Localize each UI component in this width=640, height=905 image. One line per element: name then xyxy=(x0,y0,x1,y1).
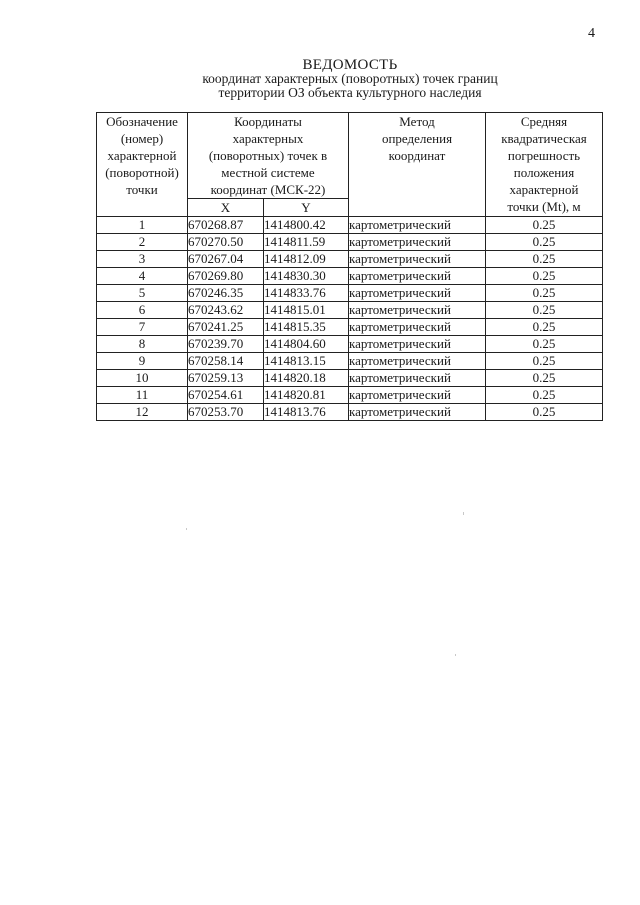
cell-error: 0.25 xyxy=(486,319,603,336)
header-error xyxy=(486,113,603,217)
cell-coordinate-x: 670267.04 xyxy=(188,251,264,268)
cell-coordinate-y: 1414830.30 xyxy=(264,268,349,285)
cell-method: картометрический xyxy=(349,285,486,302)
header-line: координат xyxy=(388,148,446,163)
cell-coordinate-y: 1414815.35 xyxy=(264,319,349,336)
cell-method: картометрический xyxy=(349,370,486,387)
header-line: характерных xyxy=(232,131,304,146)
table-row xyxy=(97,336,603,353)
cell-method: картометрический xyxy=(349,319,486,336)
header-line: Метод xyxy=(399,114,435,129)
header-line: точки (Mt), м xyxy=(507,199,581,214)
cell-error: 0.25 xyxy=(486,217,603,234)
page-number: 4 xyxy=(588,26,595,41)
cell-coordinate-y: 1414813.76 xyxy=(264,404,349,421)
header-line: положения xyxy=(513,165,575,180)
cell-coordinate-y: 1414804.60 xyxy=(264,336,349,353)
table-row xyxy=(97,285,603,302)
header-line: погрешность xyxy=(507,148,581,163)
cell-coordinate-x: 670254.61 xyxy=(188,387,264,404)
cell-coordinate-y: 1414812.09 xyxy=(264,251,349,268)
cell-point-number: 10 xyxy=(97,370,188,387)
document-heading xyxy=(98,58,602,100)
header-line: Средняя xyxy=(520,114,568,129)
cell-method: картометрический xyxy=(349,353,486,370)
table-header-row xyxy=(97,113,603,199)
header-line: точки xyxy=(126,182,158,197)
table-row xyxy=(97,217,603,234)
cell-error: 0.25 xyxy=(486,353,603,370)
header-line: квадратическая xyxy=(501,131,587,146)
cell-coordinate-y: 1414811.59 xyxy=(264,234,349,251)
cell-error: 0.25 xyxy=(486,234,603,251)
coordinates-table xyxy=(96,112,603,421)
cell-method: картометрический xyxy=(349,404,486,421)
table-row xyxy=(97,302,603,319)
header-line: координат (МСК-22) xyxy=(210,182,326,197)
cell-point-number: 7 xyxy=(97,319,188,336)
cell-point-number: 4 xyxy=(97,268,188,285)
header-line: (поворотной) xyxy=(105,165,179,180)
cell-coordinate-x: 670243.62 xyxy=(188,302,264,319)
header-line: местной системе xyxy=(221,165,315,180)
cell-coordinate-x: 670259.13 xyxy=(188,370,264,387)
table-row xyxy=(97,353,603,370)
scan-speck xyxy=(463,512,464,515)
cell-method: картометрический xyxy=(349,268,486,285)
cell-method: картометрический xyxy=(349,387,486,404)
cell-coordinate-x: 670241.25 xyxy=(188,319,264,336)
cell-coordinate-y: 1414813.15 xyxy=(264,353,349,370)
header-line: Координаты xyxy=(234,114,302,129)
cell-coordinate-y: 1414820.18 xyxy=(264,370,349,387)
table-row xyxy=(97,268,603,285)
table-row xyxy=(97,319,603,336)
header-line: характерной xyxy=(107,148,177,163)
cell-point-number: 3 xyxy=(97,251,188,268)
header-line: (номер) xyxy=(120,131,164,146)
header-method xyxy=(349,113,486,217)
cell-point-number: 6 xyxy=(97,302,188,319)
header-designation xyxy=(97,113,188,217)
header-line: Обозначение xyxy=(106,114,178,129)
cell-error: 0.25 xyxy=(486,336,603,353)
cell-method: картометрический xyxy=(349,251,486,268)
cell-method: картометрический xyxy=(349,217,486,234)
cell-coordinate-x: 670258.14 xyxy=(188,353,264,370)
cell-error: 0.25 xyxy=(486,404,603,421)
header-coordinates xyxy=(188,113,349,199)
cell-coordinate-x: 670239.70 xyxy=(188,336,264,353)
header-y: Y xyxy=(264,199,349,217)
cell-point-number: 9 xyxy=(97,353,188,370)
cell-coordinate-x: 670269.80 xyxy=(188,268,264,285)
cell-coordinate-x: 670246.35 xyxy=(188,285,264,302)
header-x: X xyxy=(188,199,264,217)
document-title: ВЕДОМОСТЬ xyxy=(302,57,398,73)
cell-point-number: 2 xyxy=(97,234,188,251)
table-body xyxy=(97,217,603,421)
cell-coordinate-x: 670253.70 xyxy=(188,404,264,421)
table-row xyxy=(97,251,603,268)
cell-method: картометрический xyxy=(349,234,486,251)
cell-error: 0.25 xyxy=(486,370,603,387)
cell-error: 0.25 xyxy=(486,302,603,319)
document-subtitle-line-2: территории ОЗ объекта культурного наследия xyxy=(218,85,482,100)
cell-method: картометрический xyxy=(349,302,486,319)
cell-point-number: 5 xyxy=(97,285,188,302)
cell-point-number: 8 xyxy=(97,336,188,353)
header-line: характерной xyxy=(509,182,579,197)
table-row xyxy=(97,370,603,387)
scan-speck xyxy=(186,528,187,530)
cell-error: 0.25 xyxy=(486,268,603,285)
cell-error: 0.25 xyxy=(486,251,603,268)
cell-coordinate-y: 1414815.01 xyxy=(264,302,349,319)
header-line: определения xyxy=(381,131,453,146)
cell-coordinate-y: 1414833.76 xyxy=(264,285,349,302)
cell-point-number: 11 xyxy=(97,387,188,404)
cell-coordinate-x: 670270.50 xyxy=(188,234,264,251)
header-line: (поворотных) точек в xyxy=(208,148,328,163)
cell-method: картометрический xyxy=(349,336,486,353)
table-row xyxy=(97,387,603,404)
table-row xyxy=(97,404,603,421)
cell-coordinate-y: 1414820.81 xyxy=(264,387,349,404)
table-row xyxy=(97,234,603,251)
cell-point-number: 1 xyxy=(97,217,188,234)
cell-coordinate-x: 670268.87 xyxy=(188,217,264,234)
cell-error: 0.25 xyxy=(486,285,603,302)
cell-error: 0.25 xyxy=(486,387,603,404)
document-subtitle-line-1: координат характерных (поворотных) точек границ xyxy=(202,71,498,86)
scan-speck xyxy=(455,654,456,656)
cell-point-number: 12 xyxy=(97,404,188,421)
cell-coordinate-y: 1414800.42 xyxy=(264,217,349,234)
